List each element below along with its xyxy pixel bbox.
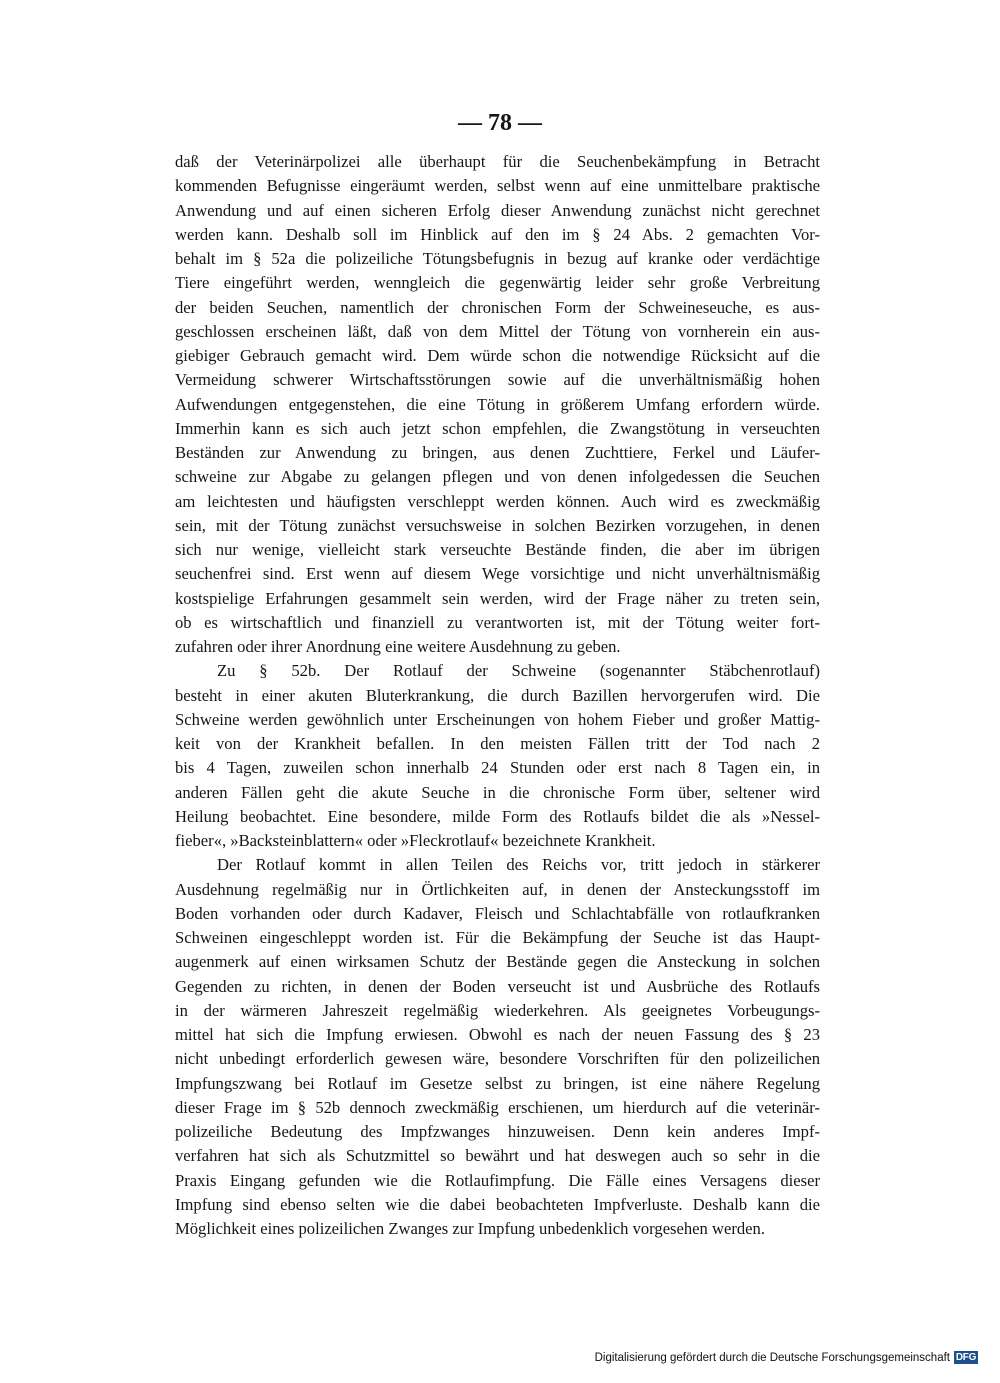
text-line: Anwendung und auf einen sicheren Erfolg dieser Anwendung zunächst nicht gerechnet — [175, 200, 820, 220]
funding-note: Digitalisierung gefördert durch die Deutsche Forschungsgemeinschaft — [594, 1351, 950, 1364]
text-line: zufahren oder ihrer Anordnung eine weitere Ausdehnung zu geben. — [175, 637, 621, 656]
text-line: geschlossen erscheinen läßt, daß von dem Mittel der Tötung von vornherein ein aus- — [175, 321, 820, 341]
text-line: Impfungszwang bei Rotlauf im Gesetze selbst zu bringen, ist eine nähere Regelung — [175, 1073, 820, 1093]
page-number: — 78 — — [458, 110, 542, 136]
text-line: Boden vorhanden oder durch Kadaver, Fleisch und Schlachtabfälle von rotlaufkranken — [175, 903, 820, 923]
text-line: bis 4 Tagen, zuweilen schon innerhalb 24 Stunden oder erst nach 8 Tagen ein, in — [175, 758, 820, 778]
text-line: sein, mit der Tötung zunächst versuchsweise in solchen Bezirken vorzugehen, in denen — [175, 515, 820, 535]
text-line: in der wärmeren Jahreszeit regelmäßig wiederkehren. Als geeignetes Vorbeugungs- — [175, 1000, 820, 1020]
text-line: Aufwendungen entgegenstehen, die eine Tötung in größerem Umfang erfordern würde. — [175, 394, 820, 414]
dfg-logo-icon: DFG — [955, 1352, 977, 1363]
text-line: Schweine werden gewöhnlich unter Erscheinungen von hohem Fieber und großer Mattig- — [175, 709, 820, 729]
text-line: Ausdehnung regelmäßig nur in Örtlichkeiten auf, in denen der Ansteckungsstoff im — [175, 879, 820, 899]
text-line: dieser Frage im § 52b dennoch zweckmäßig erschienen, um hierdurch auf die veterinär- — [175, 1097, 820, 1117]
text-line: daß der Veterinärpolizei alle überhaupt für die Seuchenbekämpfung in Betracht — [175, 152, 820, 171]
text-line: Vermeidung schwerer Wirtschaftsstörungen sowie auf die unverhältnismäßig hohen — [175, 370, 820, 390]
body-text — [175, 150, 820, 1241]
text-line: Tiere eingeführt werden, wenngleich die gegenwärtig leider sehr große Verbreitung — [175, 273, 820, 293]
text-line: fieber«, »Backsteinblattern« oder »Fleckrotlauf« bezeichnete Krankheit. — [175, 831, 656, 850]
text-line: mittel hat sich die Impfung erwiesen. Obwohl es nach der neuen Fassung des § 23 — [175, 1025, 820, 1044]
text-line: Möglichkeit eines polizeilichen Zwanges zur Impfung unbedenklich vorgesehen werden. — [175, 1219, 765, 1238]
text-line: schweine zur Abgabe zu gelangen pflegen und von denen infolgedessen die Seuchen — [175, 467, 820, 487]
text-line: kommenden Befugnisse eingeräumt werden, selbst wenn auf eine unmittelbare praktische — [175, 176, 820, 196]
text-line: Heilung beobachtet. Eine besondere, milde Form des Rotlaufs bildet die als »Nessel- — [175, 806, 820, 826]
text-line: verfahren hat sich als Schutzmittel so bewährt und hat deswegen auch so sehr in die — [175, 1146, 820, 1166]
text-line: anderen Fällen geht die akute Seuche in die chronische Form über, seltener wird — [175, 782, 820, 802]
text-line: behalt im § 52a die polizeiliche Tötungsbefugnis in bezug auf kranke oder verdächtige — [175, 249, 820, 268]
text-line: besteht in einer akuten Bluterkrankung, die durch Bazillen hervorgerufen wird. Die — [175, 685, 820, 705]
text-line: werden kann. Deshalb soll im Hinblick auf den im § 24 Abs. 2 gemachten Vor- — [175, 224, 820, 244]
text-line: nicht unbedingt erforderlich gewesen wäre, besondere Vorschriften für den polizeilichen — [175, 1049, 820, 1069]
text-line: Immerhin kann es sich auch jetzt schon empfehlen, die Zwangstötung in verseuchten — [175, 418, 820, 438]
text-line: Gegenden zu richten, in denen der Boden verseucht ist und Ausbrüche des Rotlaufs — [175, 976, 820, 996]
text-line: Impfung sind ebenso selten wie die dabei beobachteten Impfverluste. Deshalb kann die — [175, 1194, 820, 1214]
text-line: Praxis Eingang gefunden wie die Rotlaufimpfung. Die Fälle eines Versagens dieser — [175, 1170, 820, 1190]
funding-footer — [595, 1351, 978, 1364]
text-line: Zu § 52b. Der Rotlauf der Schweine (sogenannter Stäbchenrotlauf) — [217, 661, 820, 681]
text-line: Schweinen eingeschleppt worden ist. Für die Bekämpfung der Seuche ist das Haupt- — [175, 928, 820, 947]
text-line: seuchenfrei sind. Erst wenn auf diesem Wege vorsichtige und nicht unverhältnismäßig — [175, 564, 820, 584]
text-line: ob es wirtschaftlich und finanziell zu verantworten ist, mit der Tötung weiter fort- — [175, 612, 820, 632]
text-line: am leichtesten und häufigsten verschleppt werden können. Auch wird es zweckmäßig — [175, 491, 820, 511]
text-line: Beständen zur Anwendung zu bringen, aus denen Zuchttiere, Ferkel und Läufer- — [175, 443, 820, 462]
text-line: polizeiliche Bedeutung des Impfzwanges hinzuweisen. Denn kein anderes Impf- — [175, 1122, 820, 1141]
text-line: kostspielige Erfahrungen gesammelt sein werden, wird der Frage näher zu treten sein, — [175, 588, 820, 608]
text-line: keit von der Krankheit befallen. In den meisten Fällen tritt der Tod nach 2 — [175, 734, 820, 753]
text-line: augenmerk auf einen wirksamen Schutz der Bestände gegen die Ansteckung in solchen — [175, 952, 820, 972]
text-line: Der Rotlauf kommt in allen Teilen des Reichs vor, tritt jedoch in stärkerer — [217, 855, 820, 875]
text-line: der beiden Seuchen, namentlich der chronischen Form der Schweineseuche, es aus- — [175, 297, 820, 317]
text-line: giebiger Gebrauch gemacht wird. Dem würde schon die notwendige Rücksicht auf die — [175, 346, 820, 365]
text-line: sich nur wenige, vielleicht stark verseuchte Bestände finden, die aber im übrigen — [175, 540, 820, 559]
